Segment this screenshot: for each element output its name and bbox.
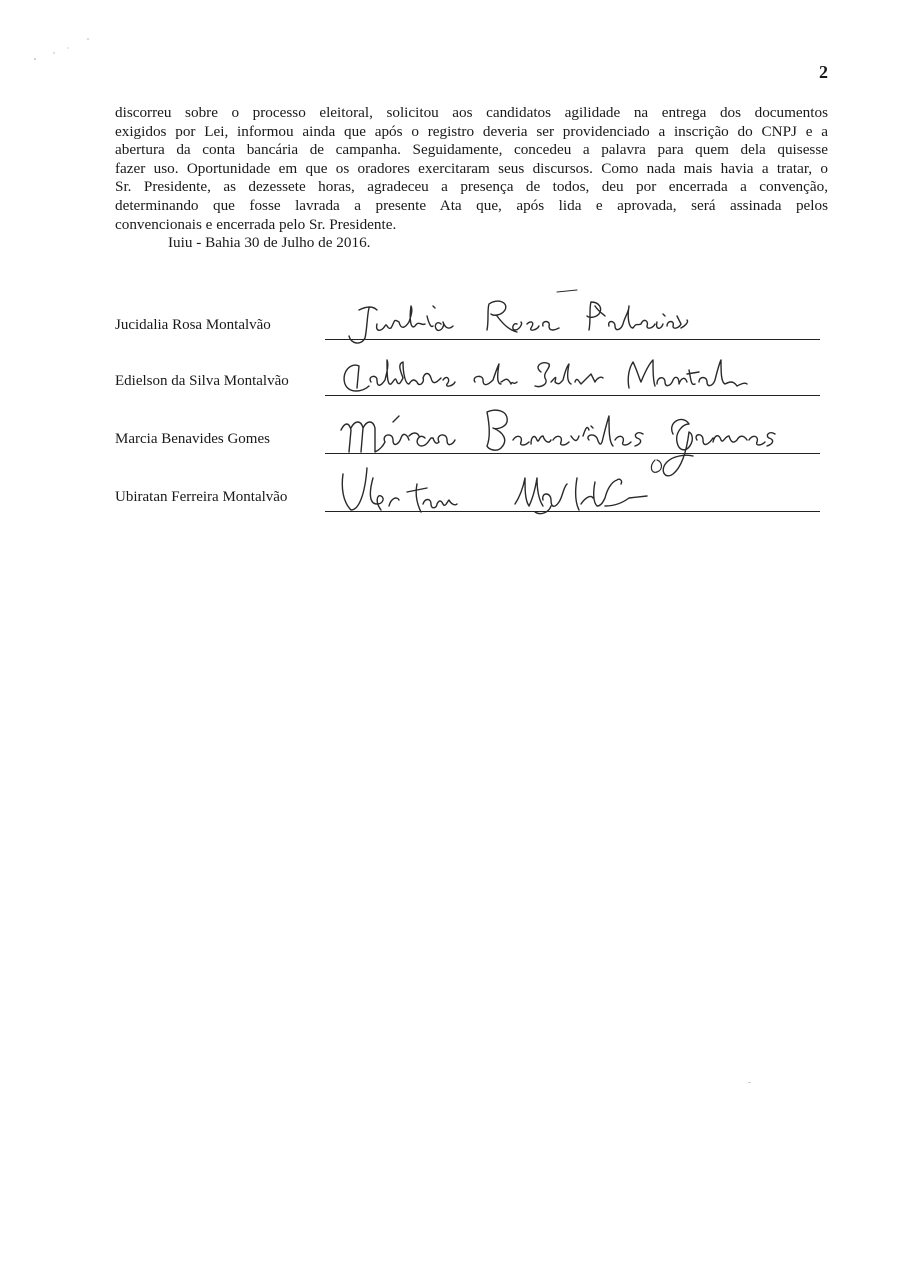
paragraph-line: Sr. Presidente, as dezessete horas, agradeceu a presença de todos, deu por encerrada a convenção, bbox=[115, 178, 828, 196]
scan-speck bbox=[748, 1082, 751, 1083]
signature-row bbox=[115, 336, 820, 396]
paragraph-line: convencionais e encerrada pelo Sr. Presidente. bbox=[115, 215, 397, 233]
signer-name: Jucidalia Rosa Montalvão bbox=[115, 317, 271, 333]
signature-row bbox=[115, 280, 820, 340]
paragraph-line: abertura da conta bancária de campanha. Seguidamente, concedeu a palavra para quem dela quisesse bbox=[115, 141, 828, 159]
paragraph-line: fazer uso. Oportunidade em que os oradores exercitaram seus discursos. Como nada mais havia a tratar, o bbox=[115, 159, 828, 177]
signer-name: Marcia Benavides Gomes bbox=[115, 431, 270, 447]
minutes-body bbox=[115, 104, 828, 253]
paragraph-line: discorreu sobre o processo eleitoral, solicitou aos candidatos agilidade na entrega dos documentos bbox=[115, 104, 828, 121]
paragraph-line: determinando que fosse lavrada a presente Ata que, após lida e aprovada, será assinada pelos bbox=[115, 196, 828, 214]
handwritten-signature bbox=[337, 342, 807, 402]
scan-specks bbox=[30, 35, 100, 65]
place-date-line: Iuiu - Bahia 30 de Julho de 2016. bbox=[168, 234, 371, 252]
closing-paragraph bbox=[115, 104, 828, 234]
signature-row bbox=[115, 452, 820, 512]
signer-name: Ubiratan Ferreira Montalvão bbox=[115, 489, 288, 505]
signature-row bbox=[115, 394, 820, 454]
handwritten-signature bbox=[337, 458, 807, 518]
handwritten-signature bbox=[337, 400, 807, 460]
paragraph-line: exigidos por Lei, informou ainda que após o registro deveria ser providenciado a inscrição do CNPJ e a bbox=[115, 122, 828, 140]
signer-name: Edielson da Silva Montalvão bbox=[115, 373, 289, 389]
page-number: 2 bbox=[819, 62, 828, 82]
